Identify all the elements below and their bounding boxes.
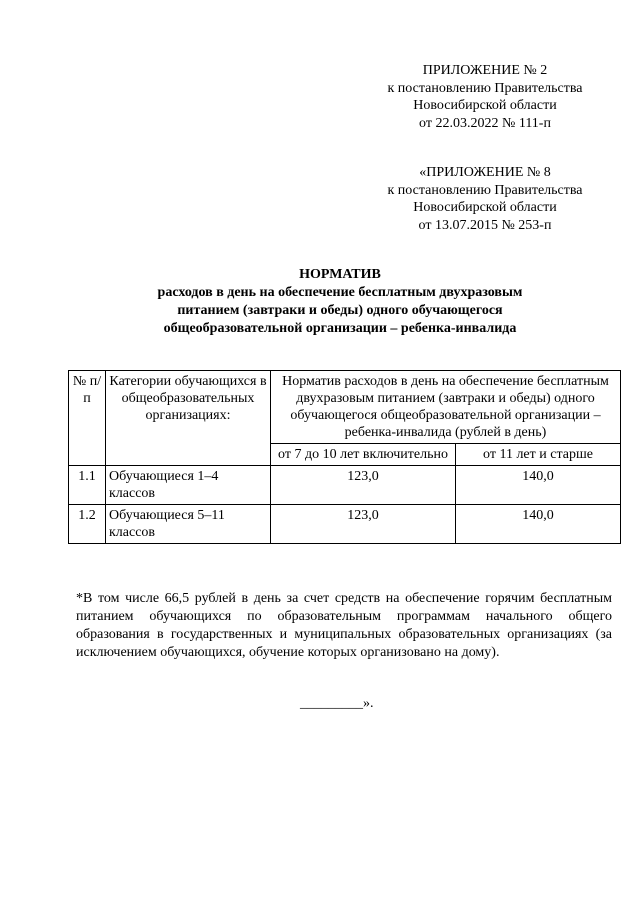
header-age-7-10: от 7 до 10 лет включительно xyxy=(271,444,456,466)
row-value-age-11-plus: 140,0 xyxy=(456,466,621,505)
appendix-original-header xyxy=(360,164,610,234)
table-row xyxy=(69,505,621,544)
header-category: Категории обучающихся в общеобразовательных организациях: xyxy=(106,371,271,466)
closing-mark: _________». xyxy=(300,696,374,711)
row-value-age-11-plus: 140,0 xyxy=(456,505,621,544)
document-title xyxy=(40,266,640,338)
row-num: 1.1 xyxy=(69,466,106,505)
footnote: *В том числе 66,5 рублей в день за счет средств на обеспечение горячим бесплатным питанием обучающихся по образовательным программам начального общего образования в государственных и муниципальных образовательных организациях (за исключением обучающихся, обучение которых организовано на дому). xyxy=(76,591,612,660)
table-header-row xyxy=(69,371,621,444)
appendix-original-line2: к постановлению Правительства xyxy=(387,182,583,198)
appendix-original-line4: от 13.07.2015 № 253-п xyxy=(418,217,552,233)
table-row xyxy=(69,466,621,505)
title-line2: питанием (завтраки и обеды) одного обучающегося xyxy=(177,303,503,318)
row-value-age-7-10: 123,0 xyxy=(271,505,456,544)
row-category: Обучающиеся 1–4 классов xyxy=(106,466,271,505)
appendix-current-line3: Новосибирской области xyxy=(413,98,557,113)
row-num: 1.2 xyxy=(69,505,106,544)
row-value-age-7-10: 123,0 xyxy=(271,466,456,505)
title-line1: расходов в день на обеспечение бесплатным двухразовым xyxy=(157,285,523,300)
appendix-current-line4: от 22.03.2022 № 111-п xyxy=(419,115,551,131)
row-category: Обучающиеся 5–11 классов xyxy=(106,505,271,544)
appendix-current-header xyxy=(360,62,610,132)
title-line3: общеобразовательной организации – ребенка-инвалида xyxy=(163,321,517,336)
appendix-original-line1: «ПРИЛОЖЕНИЕ № 8 xyxy=(419,165,551,180)
appendix-original-line3: Новосибирской области xyxy=(413,200,557,215)
title-heading: НОРМАТИВ xyxy=(299,267,381,282)
header-num: № п/п xyxy=(69,371,106,466)
appendix-current-line2: к постановлению Правительства xyxy=(387,80,583,96)
appendix-current-line1: ПРИЛОЖЕНИЕ № 2 xyxy=(422,63,548,78)
header-age-11-plus: от 11 лет и старше xyxy=(456,444,621,466)
header-norm: Норматив расходов в день на обеспечение бесплатным двухразовым питанием (завтраки и обеды) одного обучающегося общеобразовательной организации – ребенка-инвалида (рублей в день) xyxy=(271,371,621,444)
norm-table xyxy=(68,370,621,544)
